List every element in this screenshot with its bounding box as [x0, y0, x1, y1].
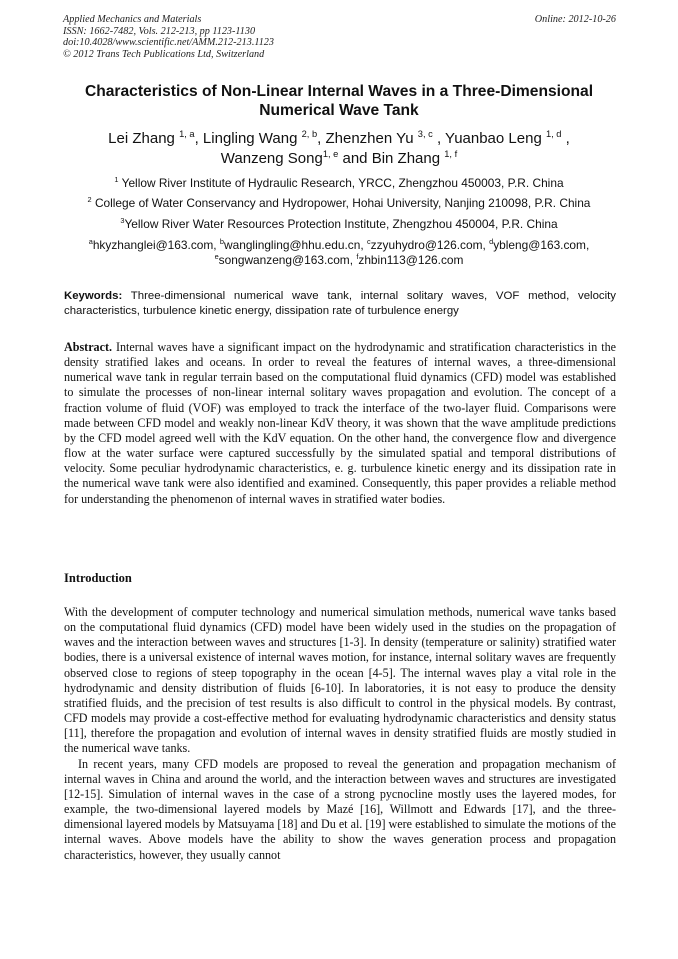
author-separator: , [194, 130, 203, 147]
keywords-text: Three-dimensional numerical wave tank, internal solitary waves, VOF method, velocity characteristics, turbulence kinetic energy, dissipation rate of turbulence energy [64, 290, 616, 317]
title-line-2: Numerical Wave Tank [259, 102, 419, 119]
author-separator: , [561, 130, 570, 147]
journal-copyright: © 2012 Trans Tech Publications Ltd, Switzerland [63, 48, 265, 60]
introduction-body [64, 605, 616, 863]
email-mark: e [214, 252, 219, 262]
affiliation-2 [40, 196, 638, 210]
email-link[interactable]: songwanzeng@163.com [218, 253, 350, 267]
affiliation-number: 3 [120, 216, 125, 226]
author-affiliation-mark: 1, a [179, 129, 195, 139]
author-affiliation-mark: 1, f [444, 148, 458, 159]
affiliation-text: Yellow River Water Resources Protection Institute, Zhengzhou 450004, P.R. China [124, 217, 558, 231]
author-affiliation-mark: 1, d [545, 129, 562, 139]
author-name: Yuanbao Leng [445, 130, 542, 147]
email-mark: a [88, 237, 93, 247]
author-affiliation-mark: 2, b [301, 129, 318, 139]
email-separator: , [213, 238, 220, 252]
email-link[interactable]: wanglingling@hhu.edu.cn [224, 238, 361, 252]
author-name: Bin Zhang [371, 149, 441, 167]
introduction-paragraph-2: In recent years, many CFD models are proposed to reveal the generation and propagation mechanism of internal waves in China and around the world, and the interaction between waves and structures are investigated [12-15]. Simulation of internal waves in the case of a strong pycnocline mostly uses the layered modes, for example, the two-dimensional layered models by Mazé [16], Willmott and Edwards [17], and the three-dimensional layered models by Matsuyama [18] and Du et al. [19] were established to simulate the motions of the internal waves. Above models have the ability to show the waves generation process and propagation characteristics, however, they usually cannot [64, 756, 616, 862]
author-name: Zhenzhen Yu [325, 130, 414, 147]
author-separator: and [338, 149, 372, 167]
affiliation-number: 2 [87, 195, 92, 205]
paper-title [60, 82, 618, 120]
author-list [60, 129, 618, 168]
email-link[interactable]: zhbin113@126.com [358, 253, 464, 267]
author-name: Lei Zhang [108, 130, 175, 147]
affiliation-text: College of Water Conservancy and Hydropower, Hohai University, Nanjing 210098, P.R. China [91, 196, 591, 210]
affiliation-3 [40, 217, 638, 231]
introduction-paragraph-1: With the development of computer technology and numerical simulation methods, numerical wave tanks based on the computational fluid dynamics (CFD) model have been widely used in the studies on the propagation of waves and the interaction between waves and structures [1-3]. In density (temperature or salinity) stratified water bodies, there is a universal existence of internal waves motion, for instance, internal solitary waves are frequently observed close to regions of steep topography in the ocean [4-5]. The internal waves play a vital role in the hydrodynamic and density distribution of fluids [6-10]. In laboratories, it is not easy to produce the density stratified fluids, and the precision of test results is also difficult to control in the physical models. By contrast, CFD models may provide a cost-effective method for evaluating hydrodynamic characteristics and density status [11], therefore the propagation and evolution of internal waves in density stratified fluids are mostly studied in the numerical wave tanks. [64, 605, 616, 756]
email-mark: f [356, 252, 359, 262]
author-affiliation-mark: 1, e [322, 148, 339, 159]
author-separator: , [317, 130, 326, 147]
author-separator: , [432, 130, 446, 147]
journal-issn: ISSN: 1662-7482, Vols. 212-213, pp 1123-1130 [63, 25, 256, 37]
author-affiliation-mark: 3, c [417, 129, 433, 139]
email-link[interactable]: ybleng@163.com [493, 238, 586, 252]
affiliation-text: Yellow River Institute of Hydraulic Research, YRCC, Zhengzhou 450003, P.R. China [118, 176, 564, 190]
email-mark: d [489, 237, 494, 247]
email-mark: b [219, 237, 224, 247]
email-mark: c [366, 237, 371, 247]
title-line-1: Characteristics of Non-Linear Internal Waves in a Three-Dimensional [84, 83, 594, 100]
affiliation-number: 1 [114, 175, 119, 185]
author-name: Wanzeng Song [220, 149, 323, 167]
keywords-block [64, 289, 616, 319]
journal-name: Applied Mechanics and Materials [63, 14, 202, 25]
email-separator: , [349, 253, 357, 267]
email-link[interactable]: zzyuhydro@126.com [370, 238, 483, 252]
email-separator: , [585, 238, 590, 252]
affiliation-1 [40, 176, 638, 190]
email-link[interactable]: hkyzhanglei@163.com [92, 238, 214, 252]
abstract-text: Internal waves have a significant impact on the hydrodynamic and stratification characteristics in the density stratified lakes and oceans. In order to reveal the features of internal waves, a three-dimensional numerical wave tank in regular terrain based on the computational fluid dynamics (CFD) model was established to simulate the processes of non-linear internal solitary waves propagation and evolution. The concept of a fraction volume of fluid (VOF) was employed to track the interface of the two-layer fluid. Comparisons were made between CFD model and weakly non-linear KdV theory, it was shown that the wave amplitude predictions by the CFD model agreed well with the KdV equation. On the other hand, the convergence flow and divergence flow at the water surface were captured successfully by the simulated spatial and temporal distributions of velocity. Some peculiar hydrodynamic characteristics, e. g. turbulence kinetic energy and its dissipation rate in the numerical wave tank were also identified and examined. Consequently, this paper provides a reliable method for understanding the phenomenon of internal waves in stratified water bodies. [64, 340, 616, 506]
introduction-heading: Introduction [64, 571, 132, 585]
email-separator: , [482, 238, 490, 252]
abstract-label: Abstract. [64, 340, 113, 354]
author-name: Lingling Wang [202, 130, 298, 147]
abstract-block [64, 340, 616, 507]
journal-doi: doi:10.4028/www.scientific.net/AMM.212-213.1123 [63, 37, 274, 49]
author-emails [40, 238, 638, 268]
email-separator: , [360, 238, 367, 252]
journal-header [63, 14, 616, 60]
keywords-label: Keywords: [64, 290, 123, 302]
online-date: Online: 2012-10-26 [534, 14, 616, 25]
